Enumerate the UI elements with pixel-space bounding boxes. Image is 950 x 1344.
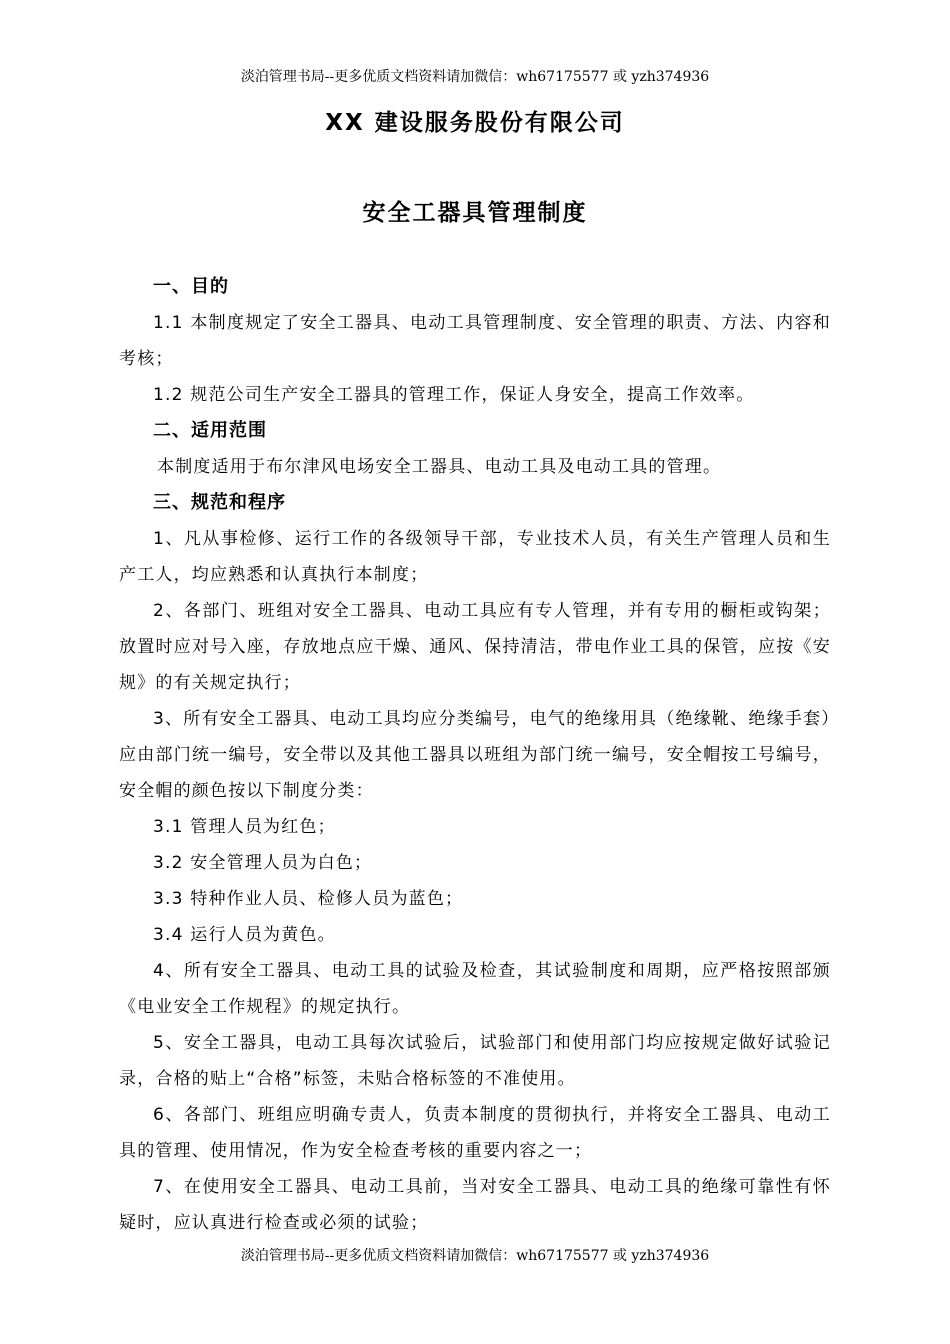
list-item: 4、所有安全工器具、电动工具的试验及检查，其试验制度和周期，应严格按照部颁《电业安全工作规程》的规定执行。: [119, 961, 831, 1017]
list-item: 6、各部门、班组应明确专责人，负责本制度的贯彻执行，并将安全工器具、电动工具的管理、使用情况，作为安全检查考核的重要内容之一；: [119, 1105, 831, 1161]
paragraph: 本制度适用于布尔津风电场安全工器具、电动工具及电动工具的管理。: [157, 457, 722, 477]
document-title: 安全工器具管理制度: [362, 200, 588, 226]
list-item: 3、所有安全工器具、电动工具均应分类编号，电气的绝缘用具（绝缘靴、绝缘手套）应由部门统一编号，安全带以及其他工器具以班组为部门统一编号，安全帽按工号编号，安全帽的颜色按以下制度分类：: [119, 709, 831, 801]
section-heading-scope: 二、适用范围: [153, 420, 267, 441]
list-item: 2、各部门、班组对安全工器具、电动工具应有专人管理，并有专用的橱柜或钩架；放置时应对号入座，存放地点应干燥、通风、保持清洁，带电作业工具的保管，应按《安规》的有关规定执行；: [119, 601, 831, 693]
paragraph: 1.1 本制度规定了安全工器具、电动工具管理制度、安全管理的职责、方法、内容和考核；: [119, 313, 831, 369]
list-item: 7、在使用安全工器具、电动工具前，当对安全工器具、电动工具的绝缘可靠性有怀疑时，应认真进行检查或必须的试验；: [119, 1177, 831, 1233]
header-note: 淡泊管理书局--更多优质文档资料请加微信：wh67175577 或 yzh374936: [240, 69, 710, 85]
list-item: 3.1 管理人员为红色；: [153, 817, 336, 837]
company-title: XX 建设服务股份有限公司: [325, 110, 625, 136]
list-item: 3.3 特种作业人员、检修人员为蓝色；: [153, 889, 464, 909]
document-body: [119, 269, 831, 1241]
section-heading-procedure: 三、规范和程序: [153, 492, 286, 513]
list-item: 5、安全工器具，电动工具每次试验后，试验部门和使用部门均应按规定做好试验记录，合格的贴上“合格”标签，未贴合格标签的不准使用。: [119, 1033, 831, 1089]
list-item: 3.4 运行人员为黄色。: [153, 925, 336, 945]
list-item: 1、凡从事检修、运行工作的各级领导干部，专业技术人员，有关生产管理人员和生产工人，均应熟悉和认真执行本制度；: [119, 529, 831, 585]
paragraph: 1.2 规范公司生产安全工器具的管理工作，保证人身安全，提高工作效率。: [153, 385, 755, 405]
footer-note: 淡泊管理书局--更多优质文档资料请加微信：wh67175577 或 yzh374936: [240, 1248, 710, 1264]
section-heading-purpose: 一、目的: [153, 276, 229, 297]
list-item: 3.2 安全管理人员为白色；: [153, 853, 373, 873]
